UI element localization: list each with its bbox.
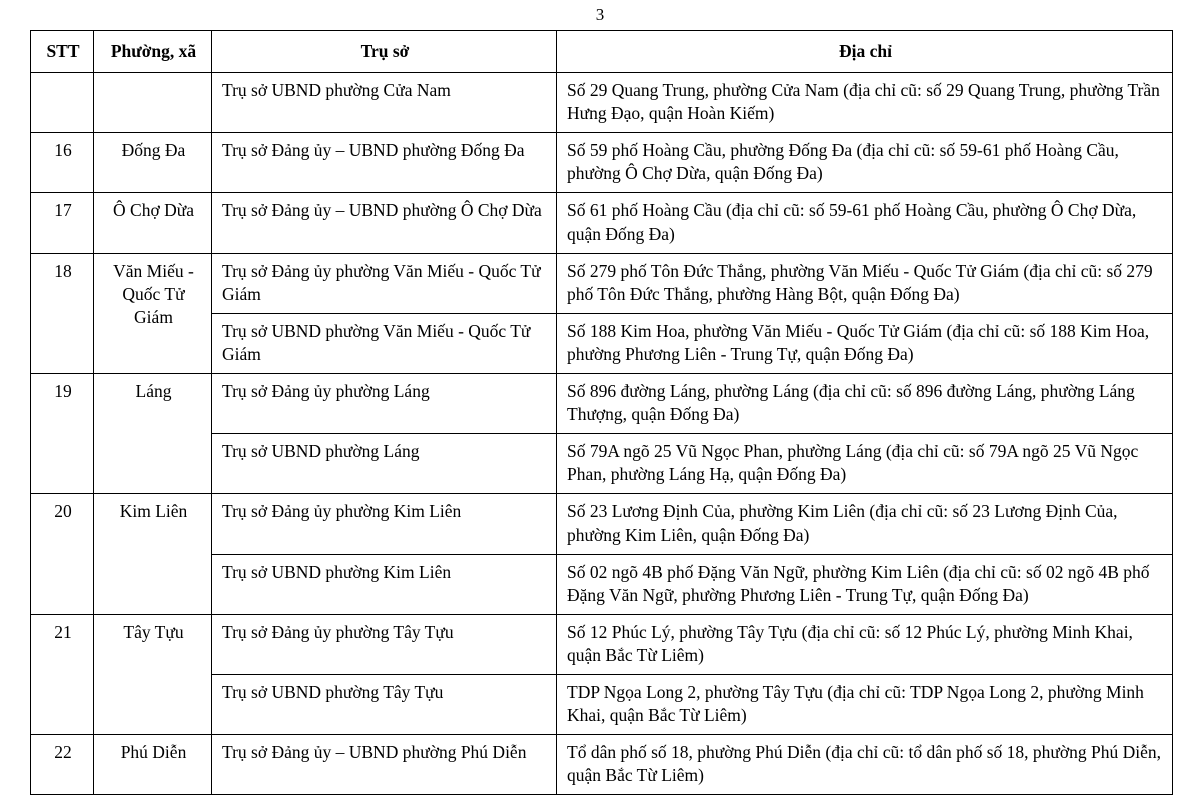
cell-stt: 18 <box>31 253 94 373</box>
cell-office: Trụ sở Đảng ủy phường Tây Tựu <box>212 614 557 674</box>
cell-address: Số 12 Phúc Lý, phường Tây Tựu (địa chỉ cũ: số 12 Phúc Lý, phường Minh Khai, quận Bắc Từ Liêm) <box>557 614 1173 674</box>
column-header-office: Trụ sở <box>212 31 557 73</box>
cell-address: Tổ dân phố số 18, phường Phú Diễn (địa chỉ cũ: tổ dân phố số 18, phường Phú Diễn, quận Bắc Từ Liêm) <box>557 735 1173 795</box>
cell-address: Số 29 Quang Trung, phường Cửa Nam (địa chỉ cũ: số 29 Quang Trung, phường Trần Hưng Đạo, quận Hoàn Kiếm) <box>557 73 1173 133</box>
table-row <box>31 494 1173 554</box>
cell-stt: 21 <box>31 614 94 734</box>
cell-ward: Láng <box>94 374 212 494</box>
table-row <box>31 73 1173 133</box>
cell-office: Trụ sở Đảng ủy – UBND phường Ô Chợ Dừa <box>212 193 557 253</box>
cell-address: Số 23 Lương Định Của, phường Kim Liên (địa chỉ cũ: số 23 Lương Định Của, phường Kim Liên, quận Đống Đa) <box>557 494 1173 554</box>
cell-stt: 22 <box>31 735 94 795</box>
table-row <box>31 374 1173 434</box>
cell-ward <box>94 73 212 133</box>
cell-office: Trụ sở UBND phường Kim Liên <box>212 554 557 614</box>
cell-address: Số 896 đường Láng, phường Láng (địa chỉ cũ: số 896 đường Láng, phường Láng Thượng, quận Đống Đa) <box>557 374 1173 434</box>
table-row <box>31 193 1173 253</box>
table-header-row <box>31 31 1173 73</box>
table-row <box>31 735 1173 795</box>
table-container <box>0 30 1200 795</box>
cell-address: Số 79A ngõ 25 Vũ Ngọc Phan, phường Láng (địa chỉ cũ: số 79A ngõ 25 Vũ Ngọc Phan, phường Láng Hạ, quận Đống Đa) <box>557 434 1173 494</box>
cell-address: Số 59 phố Hoàng Cầu, phường Đống Đa (địa chỉ cũ: số 59-61 phố Hoàng Cầu, phường Ô Chợ Dừa, quận Đống Đa) <box>557 133 1173 193</box>
cell-address: TDP Ngọa Long 2, phường Tây Tựu (địa chỉ cũ: TDP Ngọa Long 2, phường Minh Khai, quận Bắc Từ Liêm) <box>557 674 1173 734</box>
cell-ward: Văn Miếu - Quốc Tử Giám <box>94 253 212 373</box>
cell-ward: Ô Chợ Dừa <box>94 193 212 253</box>
column-header-stt: STT <box>31 31 94 73</box>
cell-ward: Đống Đa <box>94 133 212 193</box>
cell-address: Số 279 phố Tôn Đức Thắng, phường Văn Miếu - Quốc Tử Giám (địa chỉ cũ: số 279 phố Tôn Đức Thắng, phường Hàng Bột, quận Đống Đa) <box>557 253 1173 313</box>
cell-office: Trụ sở Đảng ủy phường Văn Miếu - Quốc Tử Giám <box>212 253 557 313</box>
table-row <box>31 614 1173 674</box>
cell-office: Trụ sở Đảng ủy – UBND phường Phú Diễn <box>212 735 557 795</box>
table-body <box>31 73 1173 795</box>
cell-address: Số 188 Kim Hoa, phường Văn Miếu - Quốc Tử Giám (địa chỉ cũ: số 188 Kim Hoa, phường Phương Liên - Trung Tự, quận Đống Đa) <box>557 313 1173 373</box>
table-row <box>31 253 1173 313</box>
cell-office: Trụ sở UBND phường Tây Tựu <box>212 674 557 734</box>
table-header <box>31 31 1173 73</box>
cell-stt <box>31 73 94 133</box>
cell-office: Trụ sở UBND phường Cửa Nam <box>212 73 557 133</box>
cell-stt: 20 <box>31 494 94 614</box>
page-number: 3 <box>595 5 605 24</box>
cell-stt: 19 <box>31 374 94 494</box>
table-row <box>31 133 1173 193</box>
cell-office: Trụ sở UBND phường Văn Miếu - Quốc Tử Giám <box>212 313 557 373</box>
cell-office: Trụ sở Đảng ủy – UBND phường Đống Đa <box>212 133 557 193</box>
cell-address: Số 02 ngõ 4B phố Đặng Văn Ngữ, phường Kim Liên (địa chỉ cũ: số 02 ngõ 4B phố Đặng Văn Ngữ, phường Phương Liên - Trung Tự, quận Đống Đa) <box>557 554 1173 614</box>
cell-ward: Phú Diễn <box>94 735 212 795</box>
cell-office: Trụ sở Đảng ủy phường Kim Liên <box>212 494 557 554</box>
cell-ward: Kim Liên <box>94 494 212 614</box>
cell-stt: 17 <box>31 193 94 253</box>
cell-office: Trụ sở UBND phường Láng <box>212 434 557 494</box>
column-header-ward: Phường, xã <box>94 31 212 73</box>
cell-stt: 16 <box>31 133 94 193</box>
cell-ward: Tây Tựu <box>94 614 212 734</box>
headquarters-address-table <box>30 30 1173 795</box>
cell-address: Số 61 phố Hoàng Cầu (địa chỉ cũ: số 59-61 phố Hoàng Cầu, phường Ô Chợ Dừa, quận Đống Đa) <box>557 193 1173 253</box>
column-header-address: Địa chỉ <box>557 31 1173 73</box>
cell-office: Trụ sở Đảng ủy phường Láng <box>212 374 557 434</box>
